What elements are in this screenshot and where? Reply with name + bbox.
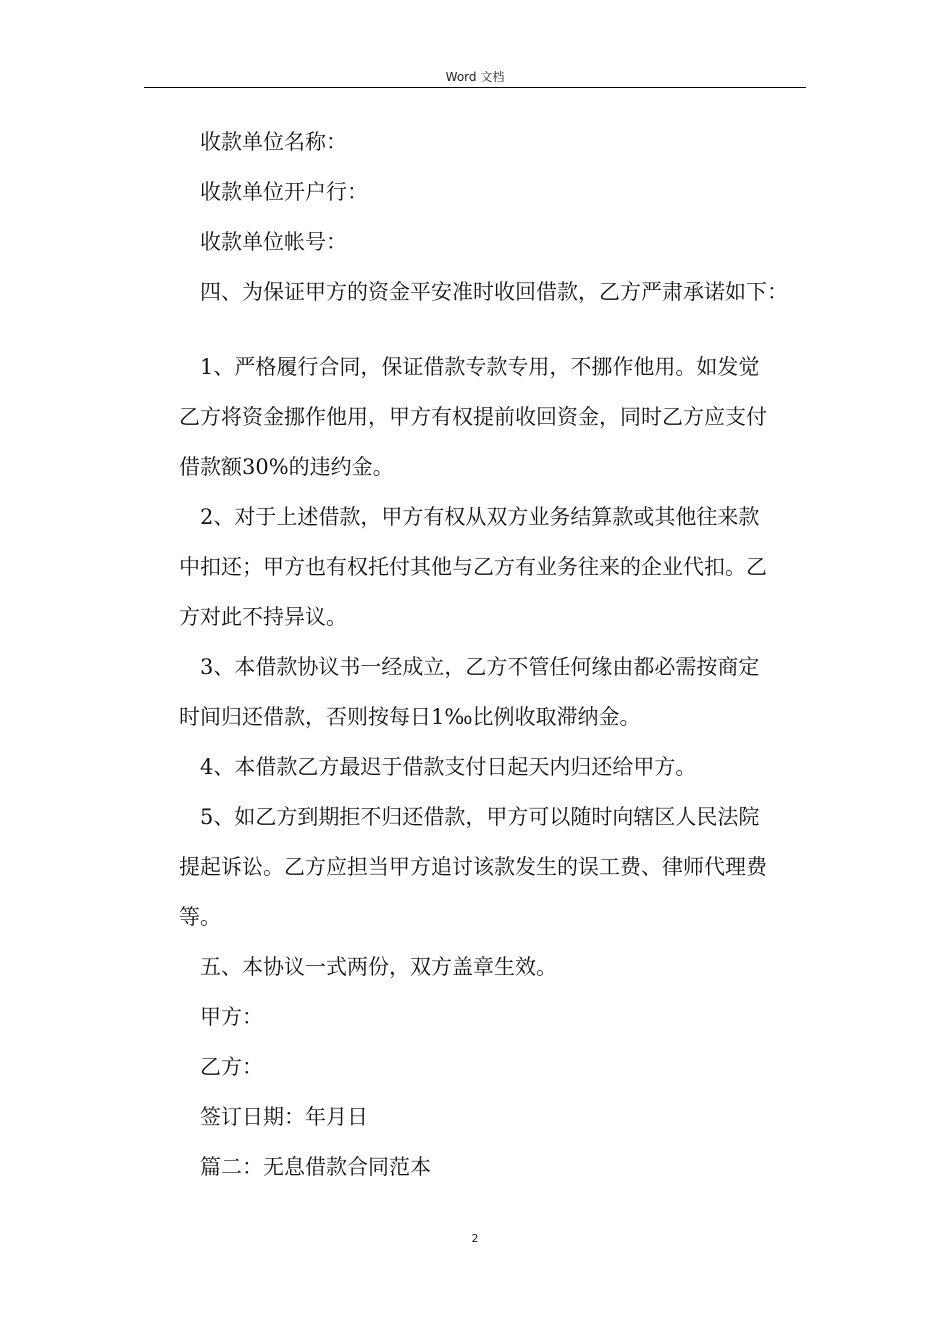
payee-account-line: 收款单位帐号：: [200, 230, 347, 254]
clause-item-4-line-1: 4、本借款乙方最迟于借款支付日起天内归还给甲方。: [200, 755, 697, 779]
clause-five-line: 五、本协议一式两份，双方盖章生效。: [200, 955, 557, 979]
clause-item-3-line-1: 3、本借款协议书一经成立，乙方不管任何缘由都必需按商定: [200, 655, 760, 679]
page-header-title: Word 文档: [445, 70, 505, 84]
payee-bank-line: 收款单位开户行：: [200, 180, 368, 204]
header-divider: [144, 87, 806, 88]
clause-item-5-line-3: 等。: [179, 905, 221, 929]
signing-date-line: 签订日期：年月日: [200, 1105, 368, 1129]
clause-item-2-line-3: 方对此不持异议。: [179, 605, 347, 629]
clause-item-1-line-1: 1、严格履行合同，保证借款专款专用，不挪作他用。如发觉: [200, 355, 760, 379]
clause-item-2-line-2: 中扣还；甲方也有权托付其他与乙方有业务往来的企业代扣。乙: [179, 555, 767, 579]
section-two-heading: 篇二：无息借款合同范本: [200, 1155, 431, 1179]
clause-item-1-line-3: 借款额30%的违约金。: [179, 455, 394, 479]
party-b-line: 乙方：: [200, 1055, 263, 1079]
clause-item-5-line-1: 5、如乙方到期拒不归还借款，甲方可以随时向辖区人民法院: [200, 805, 760, 829]
payee-name-line: 收款单位名称：: [200, 130, 347, 154]
clause-item-1-line-2: 乙方将资金挪作他用，甲方有权提前收回资金，同时乙方应支付: [179, 405, 767, 429]
clause-four-heading: 四、为保证甲方的资金平安准时收回借款，乙方严肃承诺如下：: [200, 280, 788, 304]
clause-item-5-line-2: 提起诉讼。乙方应担当甲方追讨该款发生的误工费、律师代理费: [179, 855, 767, 879]
page-number: 2: [471, 1232, 479, 1245]
document-body: [179, 130, 819, 1205]
clause-item-2-line-1: 2、对于上述借款，甲方有权从双方业务结算款或其他往来款: [200, 505, 760, 529]
party-a-line: 甲方：: [200, 1005, 263, 1029]
clause-item-3-line-2: 时间归还借款，否则按每日1‰比例收取滞纳金。: [179, 705, 641, 729]
